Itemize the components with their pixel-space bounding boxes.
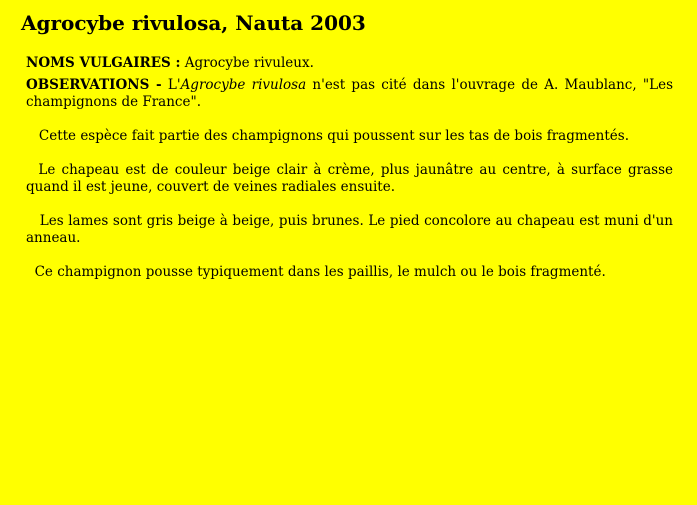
observations-paragraph xyxy=(26,77,673,111)
observations-text-after: n'est pas cité dans l'ouvrage de A. Maublanc, "Les champignons de France". xyxy=(26,77,674,110)
species-name: Agrocybe rivulosa xyxy=(180,77,307,93)
habitat-paragraph: Cette espèce fait partie des champignons qui poussent sur les tas de bois fragmentés. xyxy=(26,128,629,144)
page-title: Agrocybe rivulosa, Nauta 2003 xyxy=(21,11,366,35)
observations-label: OBSERVATIONS - xyxy=(26,77,162,93)
cap-description-paragraph: Le chapeau est de couleur beige clair à crème, plus jaunâtre au centre, à surface grasse quand il est jeune, couvert de veines radiales ensuite. xyxy=(26,162,673,195)
observations-text-before: L' xyxy=(161,77,181,93)
common-names-label: NOMS VULGAIRES : xyxy=(26,55,181,71)
common-names-paragraph xyxy=(26,55,673,72)
article-body xyxy=(26,55,673,281)
gills-stem-paragraph: Les lames sont gris beige à beige, puis brunes. Le pied concolore au chapeau est muni d'un anneau. xyxy=(26,213,673,246)
common-names-value: Agrocybe rivuleux. xyxy=(180,55,314,71)
growth-location-paragraph: Ce champignon pousse typiquement dans les paillis, le mulch ou le bois fragmenté. xyxy=(26,264,606,280)
